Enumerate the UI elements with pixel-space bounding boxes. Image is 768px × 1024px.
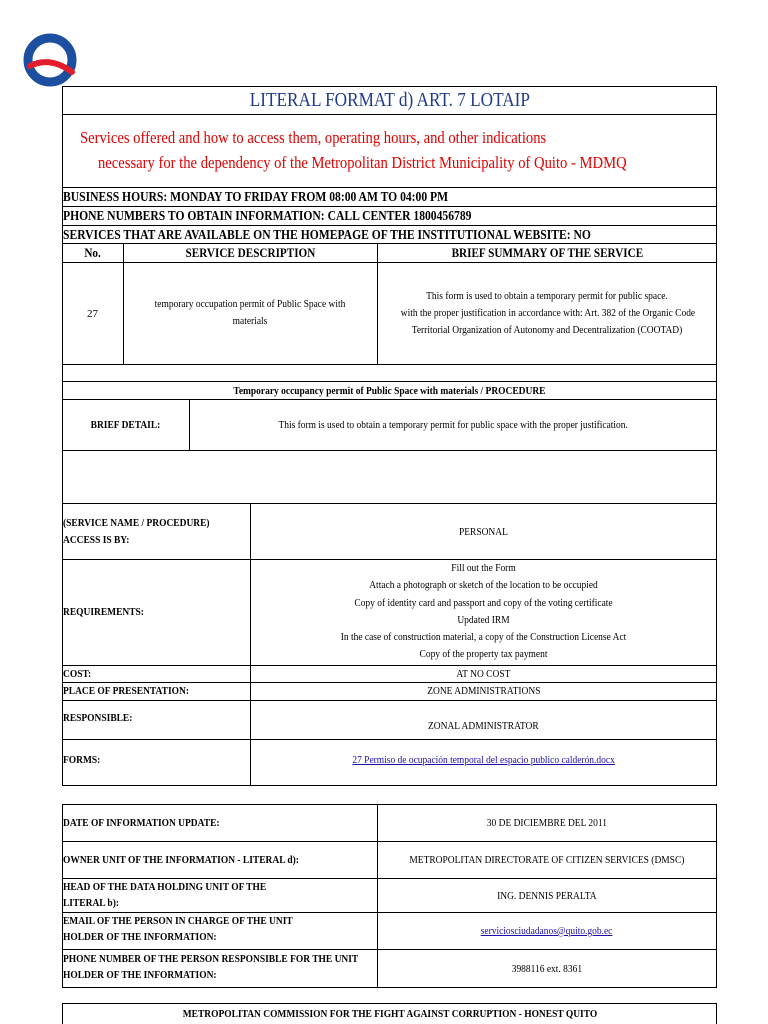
- requirements-label: REQUIREMENTS:: [63, 606, 144, 618]
- place-value: ZONE ADMINISTRATIONS: [426, 685, 541, 697]
- email-label: EMAIL OF THE PERSON IN CHARGE OF THE UNIT HOLDER OF THE INFORMATION:: [63, 915, 293, 943]
- owner-label: OWNER UNIT OF THE INFORMATION - LITERAL d):: [63, 854, 299, 866]
- email-value[interactable]: serviciosciudadanos@quito.gob.ec: [481, 925, 613, 937]
- col-header-summary: BRIEF SUMMARY OF THE SERVICE: [451, 245, 643, 260]
- col-header-description: SERVICE DESCRIPTION: [185, 245, 315, 260]
- update-label: DATE OF INFORMATION UPDATE:: [63, 817, 220, 829]
- service-summary: This form is used to obtain a temporary permit for public space. with the proper justification in accordance with: Art. 382 of the Organic Code Territorial Organization of Autonomy and Decentralization (COOTAD): [400, 290, 696, 336]
- phone-label: PHONE NUMBER OF THE PERSON RESPONSIBLE FOR THE UNIT HOLDER OF THE INFORMATION:: [63, 953, 359, 981]
- place-label: PLACE OF PRESENTATION:: [63, 685, 189, 697]
- responsible-value: ZONAL ADMINISTRATOR: [428, 720, 539, 732]
- service-number: 27: [87, 307, 98, 320]
- phone-numbers: PHONE NUMBERS TO OBTAIN INFORMATION: CALL CENTER 1800456789: [63, 207, 472, 223]
- requirement-item: Copy of identity card and passport and copy of the voting certificate: [354, 596, 613, 609]
- bottom-banner: METROPOLITAN COMMISSION FOR THE FIGHT AGAINST CORRUPTION - HONEST QUITO: [62, 1003, 717, 1024]
- forms-link[interactable]: 27 Permiso de ocupación temporal del espacio publico calderón.docx: [352, 754, 615, 766]
- requirement-item: Updated IRM: [457, 613, 510, 626]
- page-title: LITERAL FORMAT d) ART. 7 LOTAIP: [249, 88, 530, 111]
- head-value: ING. DENNIS PERALTA: [497, 889, 597, 902]
- quito-logo: [22, 32, 78, 88]
- responsible-label: RESPONSIBLE:: [63, 712, 133, 724]
- requirement-item: In the case of construction material, a copy of the Construction License Act: [340, 631, 627, 644]
- page-subtitle-line2: necessary for the dependency of the Metropolitan District Municipality of Quito - MDMQ: [98, 153, 627, 172]
- phone-value: 3988116 ext. 8361: [511, 962, 583, 975]
- brief-detail-label: BRIEF DETAIL:: [90, 419, 161, 431]
- requirement-item: Attach a photograph or sketch of the location to be occupied: [369, 579, 598, 592]
- access-value: PERSONAL: [459, 525, 508, 538]
- service-description: temporary occupation permit of Public Space with materials: [154, 298, 346, 327]
- requirement-item: Fill out the Form: [451, 562, 516, 574]
- cost-label: COST:: [63, 668, 92, 680]
- brief-detail-text: This form is used to obtain a temporary permit for public space with the proper justification.: [278, 419, 628, 431]
- owner-value: METROPOLITAN DIRECTORATE OF CITIZEN SERVICES (DMSC): [409, 854, 685, 866]
- head-label: HEAD OF THE DATA HOLDING UNIT OF THE LITERAL b):: [63, 881, 267, 909]
- requirements-list: [250, 560, 717, 664]
- homepage-services: SERVICES THAT ARE AVAILABLE ON THE HOMEPAGE OF THE INSTITUTIONAL WEBSITE: NO: [63, 226, 591, 242]
- procedure-heading: Temporary occupancy permit of Public Space with materials / PROCEDURE: [233, 384, 546, 397]
- col-header-no: No.: [84, 245, 101, 260]
- access-label: (SERVICE NAME / PROCEDURE) ACCESS IS BY:: [63, 517, 210, 546]
- forms-label: FORMS:: [63, 754, 101, 766]
- cost-value: AT NO COST: [456, 668, 511, 680]
- page-subtitle-line1: Services offered and how to access them, operating hours, and other indications: [80, 128, 547, 147]
- update-value: 30 DE DICIEMBRE DEL 2011: [486, 817, 608, 829]
- business-hours: BUSINESS HOURS: MONDAY TO FRIDAY FROM 08:00 AM TO 04:00 PM: [63, 188, 449, 204]
- requirement-item: Copy of the property tax payment: [419, 648, 548, 661]
